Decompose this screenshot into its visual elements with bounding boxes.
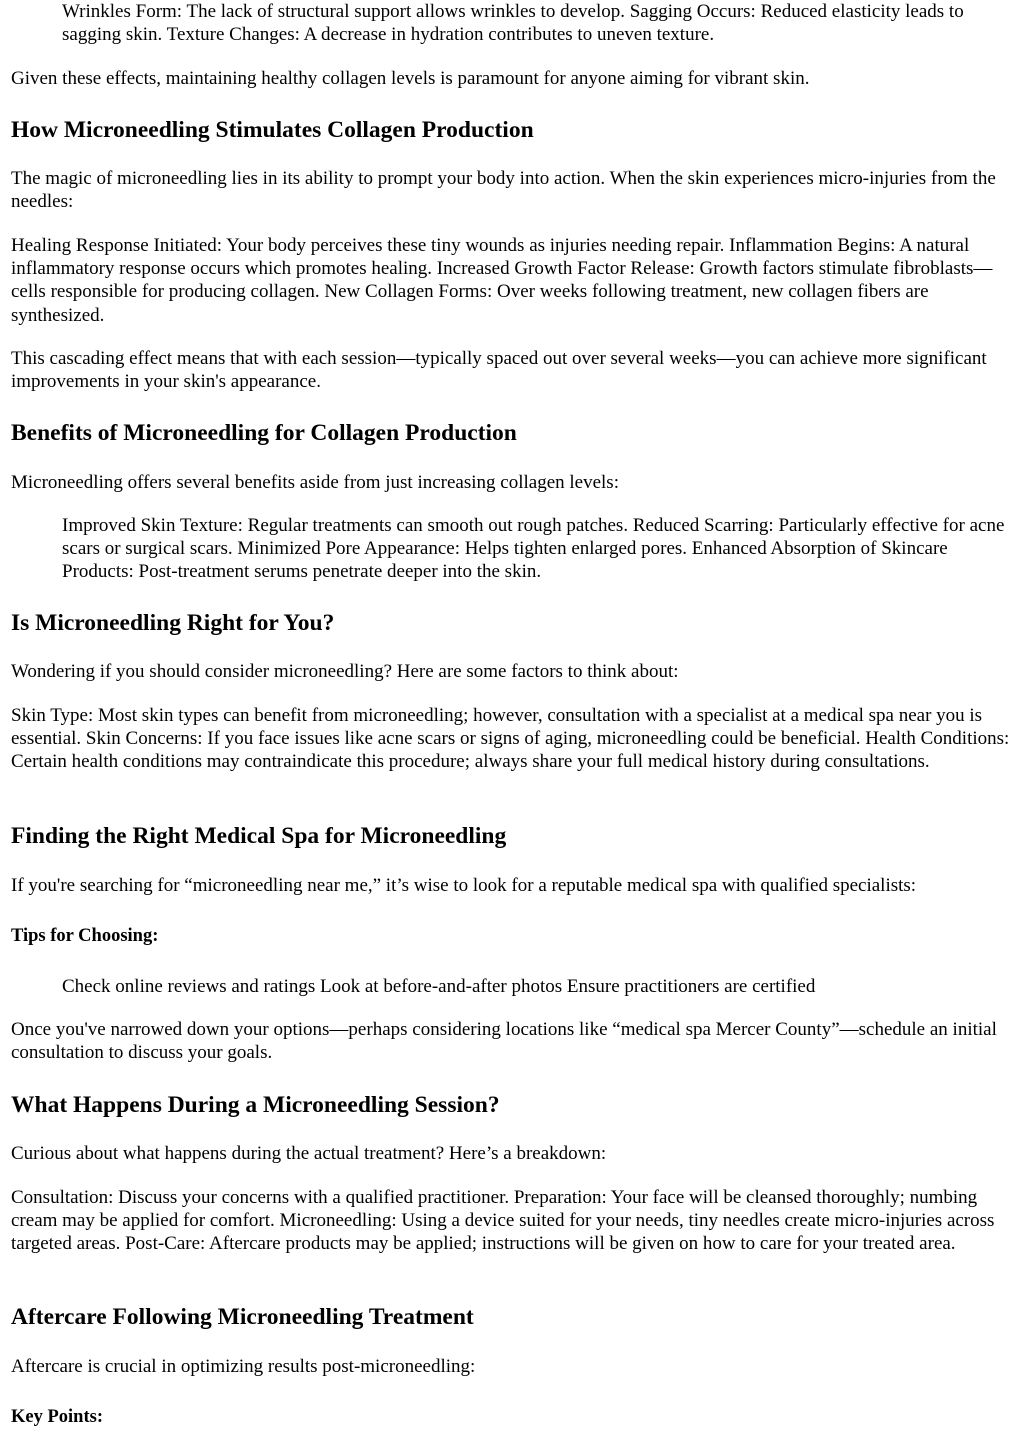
cascading-effect-paragraph: This cascading effect means that with each session—typically spaced out over several weeks—you can achieve more significant improvements in your skin's appearance. [11,348,987,393]
intro-effects-list: Wrinkles Form: The lack of structural support allows wrinkles to develop. Sagging Occurs: Reduced elasticity leads to sagging skin. Texture Changes: A decrease in hydration contributes to uneven texture. [62,1,964,46]
tips-list: Check online reviews and ratings Look at before-and-after photos Ensure practitioners are certified [62,976,816,997]
consultation-advice-paragraph: Once you've narrowed down your options—perhaps considering locations like “medical spa Mercer County”—schedule an initial consultation to discuss your goals. [11,1019,997,1064]
right-for-you-intro-paragraph: Wondering if you should consider microneedling? Here are some factors to think about: [11,661,679,682]
benefits-list: Improved Skin Texture: Regular treatments can smooth out rough patches. Reduced Scarring: Particularly effective for acne scars or surgical scars. Minimized Pore Appearance: Helps tighten enlarged pores. Enhanced Absorption of Skincare Products: Post-treatment serums penetrate deeper into the skin. [62,515,1005,583]
section-heading-collagen-stimulation: How Microneedling Stimulates Collagen Production [11,117,534,143]
tips-subheading: Tips for Choosing: [11,926,159,946]
section-heading-benefits: Benefits of Microneedling for Collagen Production [11,420,517,446]
aftercare-intro-paragraph: Aftercare is crucial in optimizing results post-microneedling: [11,1356,476,1377]
session-breakdown-paragraph: Consultation: Discuss your concerns with a qualified practitioner. Preparation: Your face will be cleansed thoroughly; numbing cream may be applied for comfort. Microneedling: Using a device suited for your needs, tiny needles create micro-injuries across targeted areas. Post-Care: Aftercare products may be applied; instructions will be given on how to care for your treated area. [11,1187,995,1255]
finding-spa-intro-paragraph: If you're searching for “microneedling near me,” it’s wise to look for a reputable medical spa with qualified specialists: [11,875,917,896]
collagen-stimulation-intro-paragraph: The magic of microneedling lies in its ability to prompt your body into action. When the skin experiences micro-injuries from the needles: [11,168,996,213]
section-heading-right-for-you: Is Microneedling Right for You? [11,610,335,636]
section-heading-session: What Happens During a Microneedling Session? [11,1092,500,1118]
benefits-intro-paragraph: Microneedling offers several benefits aside from just increasing collagen levels: [11,472,619,493]
factors-paragraph: Skin Type: Most skin types can benefit from microneedling; however, consultation with a specialist at a medical spa near you is essential. Skin Concerns: If you face issues like acne scars or signs of aging, microneedling could be beneficial. Health Conditions: Certain health conditions may contraindicate this procedure; always share your full medical history during consultations. [11,705,1010,773]
session-intro-paragraph: Curious about what happens during the actual treatment? Here’s a breakdown: [11,1143,607,1164]
section-heading-finding-spa: Finding the Right Medical Spa for Microneedling [11,823,507,849]
section-heading-aftercare: Aftercare Following Microneedling Treatment [11,1304,474,1330]
intro-conclusion-paragraph: Given these effects, maintaining healthy collagen levels is paramount for anyone aiming for vibrant skin. [11,68,810,89]
key-points-subheading: Key Points: [11,1407,103,1427]
healing-response-paragraph: Healing Response Initiated: Your body perceives these tiny wounds as injuries needing repair. Inflammation Begins: A natural inflammatory response occurs which promotes healing. Increased Growth Factor Release: Growth factors stimulate fibroblasts—cells responsible for producing collagen. New Collagen Forms: Over weeks following treatment, new collagen fibers are synthesized. [11,235,993,326]
